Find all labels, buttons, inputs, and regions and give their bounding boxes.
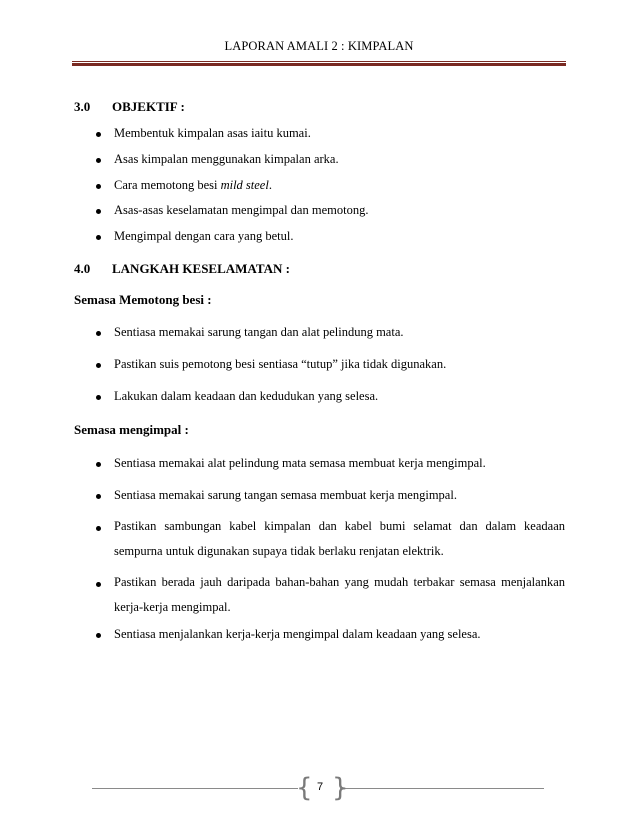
- left-brace-icon: {: [296, 773, 313, 803]
- header-rule-thin: [72, 61, 566, 62]
- bullet-icon: [96, 331, 101, 336]
- bullet-icon: [96, 132, 101, 137]
- section-title: OBJEKTIF :: [112, 99, 185, 114]
- header-rule-thick: [72, 63, 566, 66]
- bullet-icon: [96, 582, 101, 587]
- subheading-mengimpal: Semasa mengimpal :: [74, 422, 189, 437]
- bullet-icon: [96, 363, 101, 368]
- section-number: 3.0: [74, 99, 91, 114]
- bullet-icon: [96, 158, 101, 163]
- bullet-icon: [96, 235, 101, 240]
- section-heading-keselamatan: [74, 261, 290, 277]
- bullet-icon: [96, 184, 101, 189]
- right-brace-icon: }: [332, 773, 349, 803]
- section-title: LANGKAH KESELAMATAN :: [112, 261, 290, 276]
- footer-rule-left: [92, 788, 298, 789]
- subheading-memotong: Semasa Memotong besi :: [74, 292, 212, 307]
- bullet-icon: [96, 633, 101, 638]
- footer-rule-right: [340, 788, 544, 789]
- bullet-icon: [96, 462, 101, 467]
- bullet-icon: [96, 209, 101, 214]
- section-number: 4.0: [74, 261, 91, 276]
- page-number: 7: [316, 781, 324, 793]
- section-heading-objektif: [74, 99, 185, 115]
- page-header-title: LAPORAN AMALI 2 : KIMPALAN: [224, 39, 414, 53]
- bullet-icon: [96, 526, 101, 531]
- bullet-icon: [96, 494, 101, 499]
- bullet-icon: [96, 395, 101, 400]
